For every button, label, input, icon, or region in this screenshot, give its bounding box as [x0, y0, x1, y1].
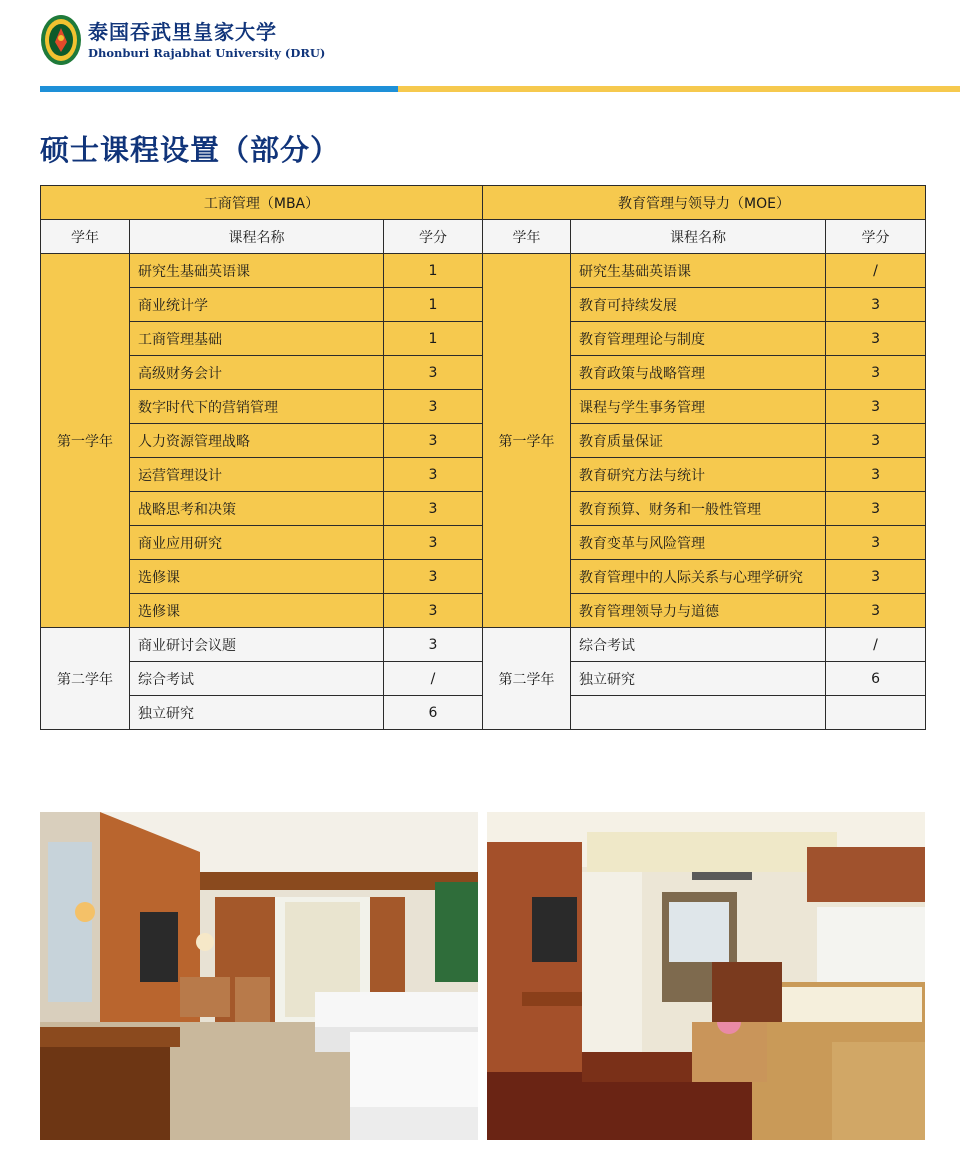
table-row	[41, 628, 926, 662]
university-name-cn: 泰国吞武里皇家大学	[88, 20, 277, 44]
moe-credits: 3	[826, 322, 926, 356]
moe-course: 研究生基础英语课	[571, 254, 826, 288]
mba-course: 商业研讨会议题	[130, 628, 384, 662]
moe-course: 教育质量保证	[571, 424, 826, 458]
mba-course: 运营管理设计	[130, 458, 384, 492]
mba-course: 数字时代下的营销管理	[130, 390, 384, 424]
table-row	[41, 254, 926, 288]
moe-course: 教育研究方法与统计	[571, 458, 826, 492]
mba-credits: 1	[384, 322, 483, 356]
university-logo-icon	[40, 14, 82, 66]
moe-credits: 6	[826, 662, 926, 696]
mba-credits: /	[384, 662, 483, 696]
moe-credits: 3	[826, 424, 926, 458]
mba-credits: 3	[384, 594, 483, 628]
mba-credits: 3	[384, 424, 483, 458]
moe-course: 教育变革与风险管理	[571, 526, 826, 560]
mba-credits: 3	[384, 356, 483, 390]
moe-credits: 3	[826, 288, 926, 322]
moe-credits: 3	[826, 594, 926, 628]
page-title: 硕士课程设置（部分）	[40, 133, 341, 167]
col-header-year: 学年	[41, 220, 130, 254]
col-header-credits: 学分	[826, 220, 926, 254]
mba-course: 综合考试	[130, 662, 384, 696]
mba-year2-label: 第二学年	[41, 628, 130, 730]
moe-credits: 3	[826, 492, 926, 526]
header	[40, 12, 440, 72]
moe-credits: 3	[826, 526, 926, 560]
header-rule-blue	[40, 86, 398, 92]
mba-course: 工商管理基础	[130, 322, 384, 356]
col-header-course: 课程名称	[571, 220, 826, 254]
mba-credits: 3	[384, 458, 483, 492]
moe-course: 教育可持续发展	[571, 288, 826, 322]
moe-credits: 3	[826, 356, 926, 390]
mba-credits: 3	[384, 526, 483, 560]
mba-course: 选修课	[130, 594, 384, 628]
moe-course: 教育管理理论与制度	[571, 322, 826, 356]
mba-course: 研究生基础英语课	[130, 254, 384, 288]
moe-credits	[826, 696, 926, 730]
moe-course	[571, 696, 826, 730]
moe-credits: 3	[826, 458, 926, 492]
moe-course: 课程与学生事务管理	[571, 390, 826, 424]
hotel-living-room-photo	[487, 812, 925, 1140]
column-header-row	[41, 220, 926, 254]
mba-course: 选修课	[130, 560, 384, 594]
program-moe-header: 教育管理与领导力（MOE）	[483, 186, 926, 220]
moe-course: 综合考试	[571, 628, 826, 662]
moe-credits: /	[826, 628, 926, 662]
mba-course: 商业应用研究	[130, 526, 384, 560]
mba-course: 独立研究	[130, 696, 384, 730]
hotel-bedroom-photo	[40, 812, 478, 1140]
mba-credits: 3	[384, 390, 483, 424]
col-header-year: 学年	[483, 220, 571, 254]
mba-credits: 3	[384, 492, 483, 526]
moe-course: 独立研究	[571, 662, 826, 696]
mba-credits: 6	[384, 696, 483, 730]
mba-credits: 3	[384, 560, 483, 594]
mba-credits: 1	[384, 254, 483, 288]
mba-course: 人力资源管理战略	[130, 424, 384, 458]
moe-credits: 3	[826, 560, 926, 594]
university-name-en: Dhonburi Rajabhat University (DRU)	[88, 46, 326, 60]
mba-course: 战略思考和决策	[130, 492, 384, 526]
mba-course: 商业统计学	[130, 288, 384, 322]
moe-year2-label: 第二学年	[483, 628, 571, 730]
moe-credits: /	[826, 254, 926, 288]
mba-credits: 1	[384, 288, 483, 322]
program-mba-header: 工商管理（MBA）	[41, 186, 483, 220]
header-rule-gold	[398, 86, 960, 92]
col-header-course: 课程名称	[130, 220, 384, 254]
mba-year1-label: 第一学年	[41, 254, 130, 628]
moe-credits: 3	[826, 390, 926, 424]
mba-credits: 3	[384, 628, 483, 662]
moe-course: 教育管理领导力与道德	[571, 594, 826, 628]
mba-course: 高级财务会计	[130, 356, 384, 390]
col-header-credits: 学分	[384, 220, 483, 254]
moe-course: 教育预算、财务和一般性管理	[571, 492, 826, 526]
moe-course: 教育管理中的人际关系与心理学研究	[571, 560, 826, 594]
moe-year1-label: 第一学年	[483, 254, 571, 628]
moe-course: 教育政策与战略管理	[571, 356, 826, 390]
course-table	[40, 185, 926, 730]
program-header-row	[41, 186, 926, 220]
